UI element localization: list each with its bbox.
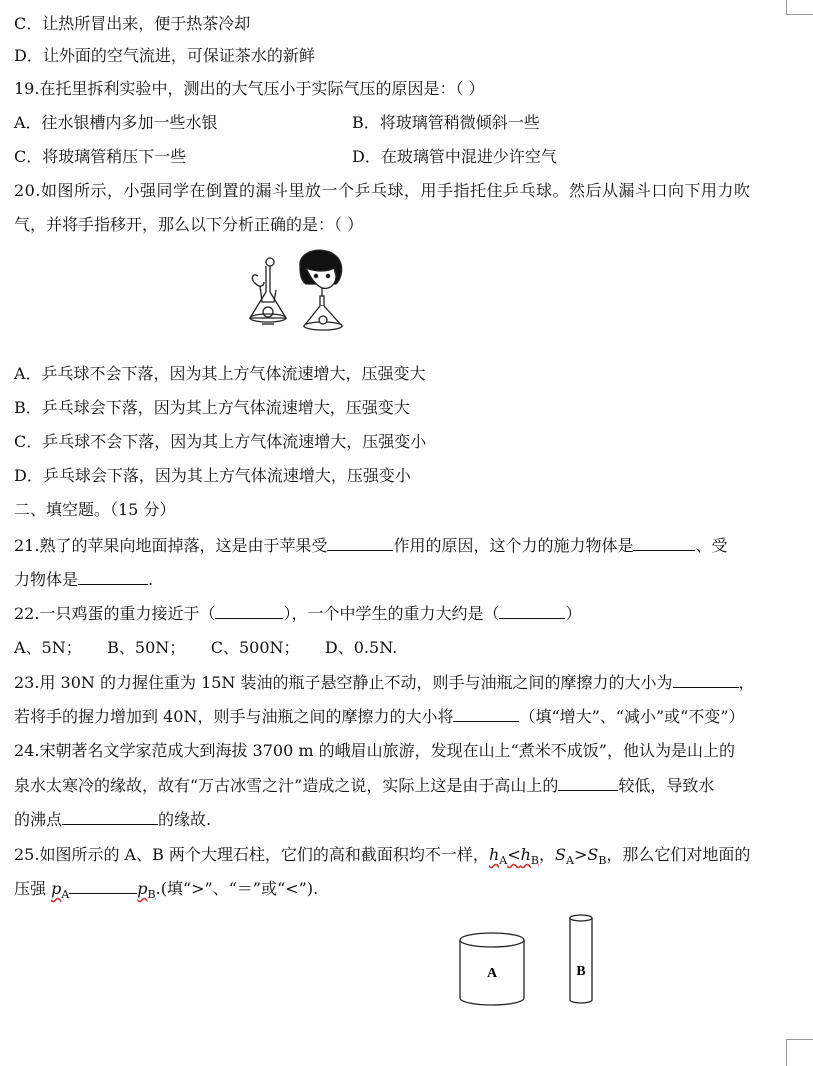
q21-blank-force[interactable] xyxy=(327,536,393,551)
q19-option-d: D．在玻璃管中混进少许空气 xyxy=(352,147,557,166)
q25-text-2: ，那么它们对地面的 xyxy=(606,845,751,864)
q21-line1 xyxy=(14,536,727,556)
boy-blowing-funnel-sketch xyxy=(300,250,342,330)
q23-text-2: ， xyxy=(738,673,755,692)
q18-option-d: D．让外面的空气流进，可保证茶水的新鲜 xyxy=(14,46,315,65)
q25-height-relation: $h_A<h_B$ xyxy=(488,845,540,868)
q21-text-2: 作用的原因，这个力的施力物体是 xyxy=(393,536,634,555)
q22-text-1: 22.一只鸡蛋的重力接近于（ xyxy=(14,604,216,623)
q23-text-3: 若将手的握力增加到 40N，则手与油瓶之间的摩擦力的大小将 xyxy=(14,707,454,726)
q21-text-3: 、受 xyxy=(695,536,728,555)
q23-blank-change[interactable] xyxy=(453,707,519,722)
q24-blank-pressure[interactable] xyxy=(558,776,618,791)
funnel-with-hand-sketch xyxy=(250,258,286,324)
q19-stem: 19.在托里拆利实验中，测出的大气压小于实际气压的原因是：（ ） xyxy=(14,79,485,98)
q25-area-s-a: S xyxy=(555,845,566,864)
q19-option-c: C．将玻璃管稍压下一些 xyxy=(14,147,187,166)
q24-line1: 24.宋朝著名文学家范成大到海拔 3700 m 的峨眉山旅游，发现在山上“煮米不成饭”，他认为是山上的 xyxy=(14,741,735,760)
pillar-b-label: B xyxy=(576,964,586,979)
q18-option-c: C．让热所冒出来，便于热茶冷却 xyxy=(14,14,251,33)
section-title-fill-in: 二、填空题。（15 分） xyxy=(14,500,176,519)
q21-blank-receiver[interactable] xyxy=(78,570,148,585)
q24-text-3: 的沸点 xyxy=(14,810,63,829)
q21-text-5: . xyxy=(148,570,154,589)
q23-blank-friction[interactable] xyxy=(673,673,739,688)
q22-blank-egg[interactable] xyxy=(215,604,283,619)
q20-option-c: C．乒乓球不会下落，因为其上方气体流速增大，压强变小 xyxy=(14,432,427,451)
q22-line1 xyxy=(14,604,581,624)
q24-text-1: 泉水太寒冷的缘故，故有“万古冰雪之汁”造成之说，实际上这是由于高山上的 xyxy=(14,776,559,795)
pillar-a-label: A xyxy=(486,966,498,981)
q21-line2 xyxy=(14,570,153,590)
q20-stem-line1: 20.如图所示，小强同学在倒置的漏斗里放一个乒乓球，用手指托住乒乓球。然后从漏斗口向下用力吹 xyxy=(14,181,751,200)
marble-pillars-figure xyxy=(452,910,612,1010)
q22-blank-student[interactable] xyxy=(499,604,565,619)
q25-line1: 25.如图所示的 A、B 两个大理石柱，它们的高和截面积均不一样，$h_A<h_B$，$S_A>S_B$，那么它们对地面的 xyxy=(14,845,751,868)
pillar-b xyxy=(570,915,592,1003)
funnel-experiment-figure xyxy=(244,246,356,332)
q24-text-2: 较低，导致水 xyxy=(618,776,715,795)
q20-stem-line2: 气，并将手指移开，那么以下分析正确的是：（ ） xyxy=(14,215,364,234)
q25-blank-compare[interactable] xyxy=(69,879,137,894)
q25-area-s-b: S xyxy=(587,845,599,864)
q24-text-4: 的缘故. xyxy=(158,810,212,829)
page-corner-mark-top xyxy=(786,0,813,15)
page-corner-mark-bottom xyxy=(786,1039,813,1066)
q20-option-a: A．乒乓球不会下落，因为其上方气体流速增大，压强变大 xyxy=(14,364,426,383)
q23-text-1: 23.用 30N 的力握住重为 15N 装油的瓶子悬空静止不动，则手与油瓶之间的摩擦力的大小为 xyxy=(14,673,673,692)
q20-option-d: D．乒乓球会下落，因为其上方气体流速增大，压强变小 xyxy=(14,466,411,485)
q25-line2: 压强 $p_A$ $p_B$.(填“>”、“＝”或“<”). xyxy=(14,879,319,902)
q19-option-a: A．往水银槽内多加一些水银 xyxy=(14,113,218,132)
q23-line2 xyxy=(14,707,745,727)
q21-text-4: 力物体是 xyxy=(14,570,79,589)
q24-line3 xyxy=(14,810,211,830)
q25-text-4: .(填“>”、“＝”或“<”). xyxy=(155,879,319,898)
q24-line2 xyxy=(14,776,714,796)
q25-text-3: 压强 xyxy=(14,879,52,898)
q22-options: A、5N； B、50N； C、500N； D、0.5N. xyxy=(14,638,398,657)
q22-text-3: ） xyxy=(565,604,582,623)
q19-option-b: B．将玻璃管稍微倾斜一些 xyxy=(352,113,540,132)
q23-line1 xyxy=(14,673,755,693)
q21-blank-exerter[interactable] xyxy=(633,536,695,551)
q24-blank-boiling[interactable] xyxy=(62,810,158,825)
q20-option-b: B．乒乓球会下落，因为其上方气体流速增大，压强变大 xyxy=(14,398,410,417)
q22-text-2: ），一个中学生的重力大约是（ xyxy=(283,604,500,623)
q21-text-1: 21.熟了的苹果向地面掉落，这是由于苹果受 xyxy=(14,536,328,555)
q23-text-4: （填“增大”、“减小”或“不变”） xyxy=(519,707,745,726)
q25-text-1: 25.如图所示的 A、B 两个大理石柱，它们的高和截面积均不一样， xyxy=(14,845,489,864)
